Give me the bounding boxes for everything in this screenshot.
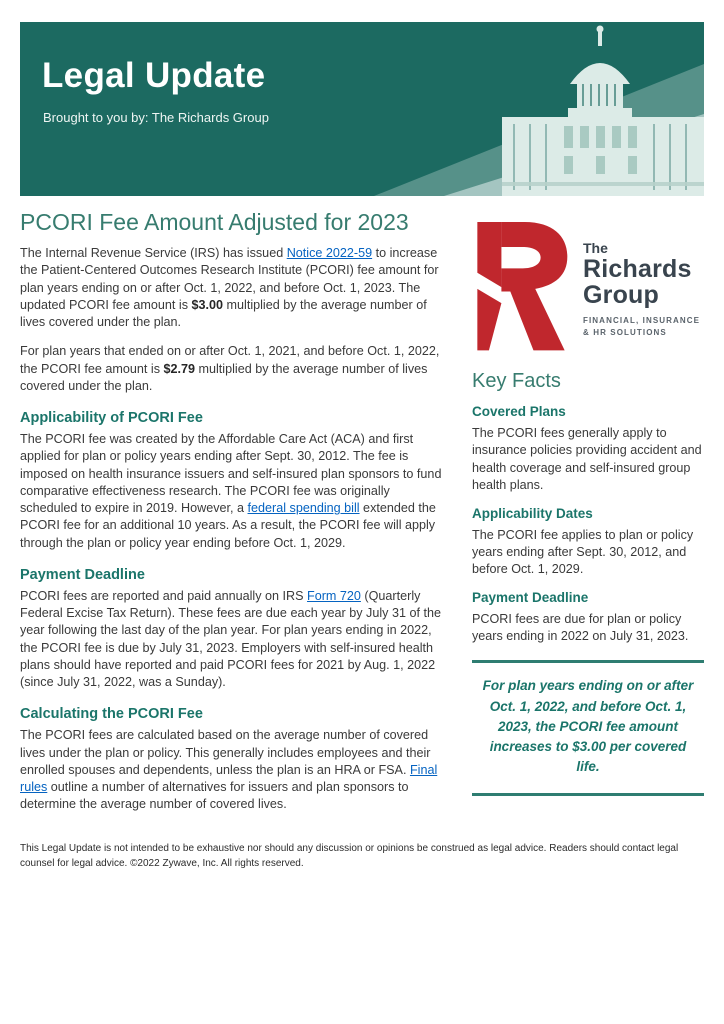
content-area (20, 209, 704, 826)
richards-group-logo-text (583, 215, 700, 352)
key-facts-title: Key Facts (472, 370, 561, 392)
payment-deadline-paragraph: PCORI fees are reported and paid annually on IRS Form 720 (Quarterly Federal Excise Tax Return). These fees are due each year by July 31 of the year following the last day of the plan year. For plan years ending in 2022, the PCORI fee is due by July 31, 2023. Employers with self-insured health plans should have reported and paid PCORI fees for 2021 by Aug. 1, 2022 (since July 31, 2022, was a Sunday). (20, 588, 441, 689)
bold-amount: $3.00 (191, 297, 224, 312)
header-banner (20, 22, 704, 196)
federal-spending-bill-link[interactable]: federal spending bill (247, 501, 360, 515)
final-rules-link[interactable]: Final rules (20, 762, 438, 794)
richards-r-logo-icon (472, 215, 570, 352)
fact-heading-covered-plans: Covered Plans (472, 404, 566, 419)
document-footer (20, 841, 704, 872)
form-720-link[interactable]: Form 720 (307, 588, 361, 603)
sidebar (472, 209, 704, 826)
bold-amount: $2.79 (163, 361, 196, 376)
banner-title: Legal Update (42, 56, 266, 95)
intro-paragraph-2: For plan years that ended on or after Oct. 1, 2021, and before Oct. 1, 2022, the PCORI fee amount is $2.79 multiplied by the average number of lives covered under the plan. (20, 344, 440, 393)
applicability-paragraph: The PCORI fee was created by the Affordable Care Act (ACA) and first applied for plan or policy years ending after Sept. 30, 2012. The fee is imposed on health insurance issuers and self-insured plan sponsors to fund comparative effectiveness research. The PCORI fee was originally scheduled to expire in 2019. However, a federal spending bill extended the PCORI fee for an additional 10 years. As a result, the PCORI fee will apply through the plan or policy year ending before Oct. 1, 2029. (20, 432, 442, 550)
logo-the: The (583, 240, 608, 256)
callout-text: For plan years ending on or after Oct. 1, 2022, and before Oct. 1, 2023, the PCORI fee amount increases to $3.00 per covered life. (482, 678, 694, 775)
section-heading-payment-deadline: Payment Deadline (20, 566, 145, 583)
main-article-column (20, 209, 450, 826)
fact-body-covered-plans: The PCORI fees generally apply to insurance policies providing accident and health coverage and self-insured group health plans. (472, 426, 702, 493)
fact-heading-applicability-dates: Applicability Dates (472, 505, 593, 521)
fact-body-applicability-dates: The PCORI fee applies to plan or policy years ending after Sept. 30, 2012, and before Oct. 1, 2029. (472, 527, 694, 577)
logo-name-line1: Richards (583, 255, 692, 284)
disclaimer-text: This Legal Update is not intended to be exhaustive nor should any discussion or opinions be construed as legal advice. Readers should contact legal counsel for legal advice. ©2022 Zywave, Inc. All rights reserved. (20, 842, 679, 869)
logo-tagline-line1: FINANCIAL, INSURANCE (583, 316, 701, 326)
notice-2022-59-link[interactable]: Notice 2022-59 (286, 246, 373, 260)
article-title: PCORI Fee Amount Adjusted for 2023 (20, 209, 409, 235)
fact-body-payment-deadline: PCORI fees are due for plan or policy years ending in 2022 on July 31, 2023. (472, 611, 689, 643)
logo-name-line2: Group (583, 281, 659, 310)
banner-subtitle: Brought to you by: The Richards Group (43, 110, 269, 125)
calculating-paragraph: The PCORI fees are calculated based on the average number of covered lives under the plan or policy. This generally includes employees and their enrolled spouses and dependents, unless the plan is an HRA or FSA. Final rules outline a number of alternatives for issuers and plan sponsors to determine the average number of covered lives. (20, 728, 438, 812)
callout-box (472, 660, 704, 795)
section-heading-calculating: Calculating the PCORI Fee (20, 706, 203, 723)
intro-paragraph-1: The Internal Revenue Service (IRS) has issued Notice 2022-59 to increase the Patient-Centered Outcomes Research Institute (PCORI) fee amount for plan years ending on or after Oct. 1, 2022, and before Oct. 1, 2023. The updated PCORI fee amount is $3.00 multiplied by the average number of lives covered under the plan. (20, 246, 439, 329)
logo-tagline-line2: & HR SOLUTIONS (583, 328, 667, 338)
section-heading-applicability: Applicability of PCORI Fee (20, 410, 203, 426)
richards-group-logo (472, 215, 704, 352)
logo-tagline (583, 315, 700, 339)
fact-heading-payment-deadline: Payment Deadline (472, 589, 589, 605)
capitol-building-illustration (374, 22, 704, 196)
